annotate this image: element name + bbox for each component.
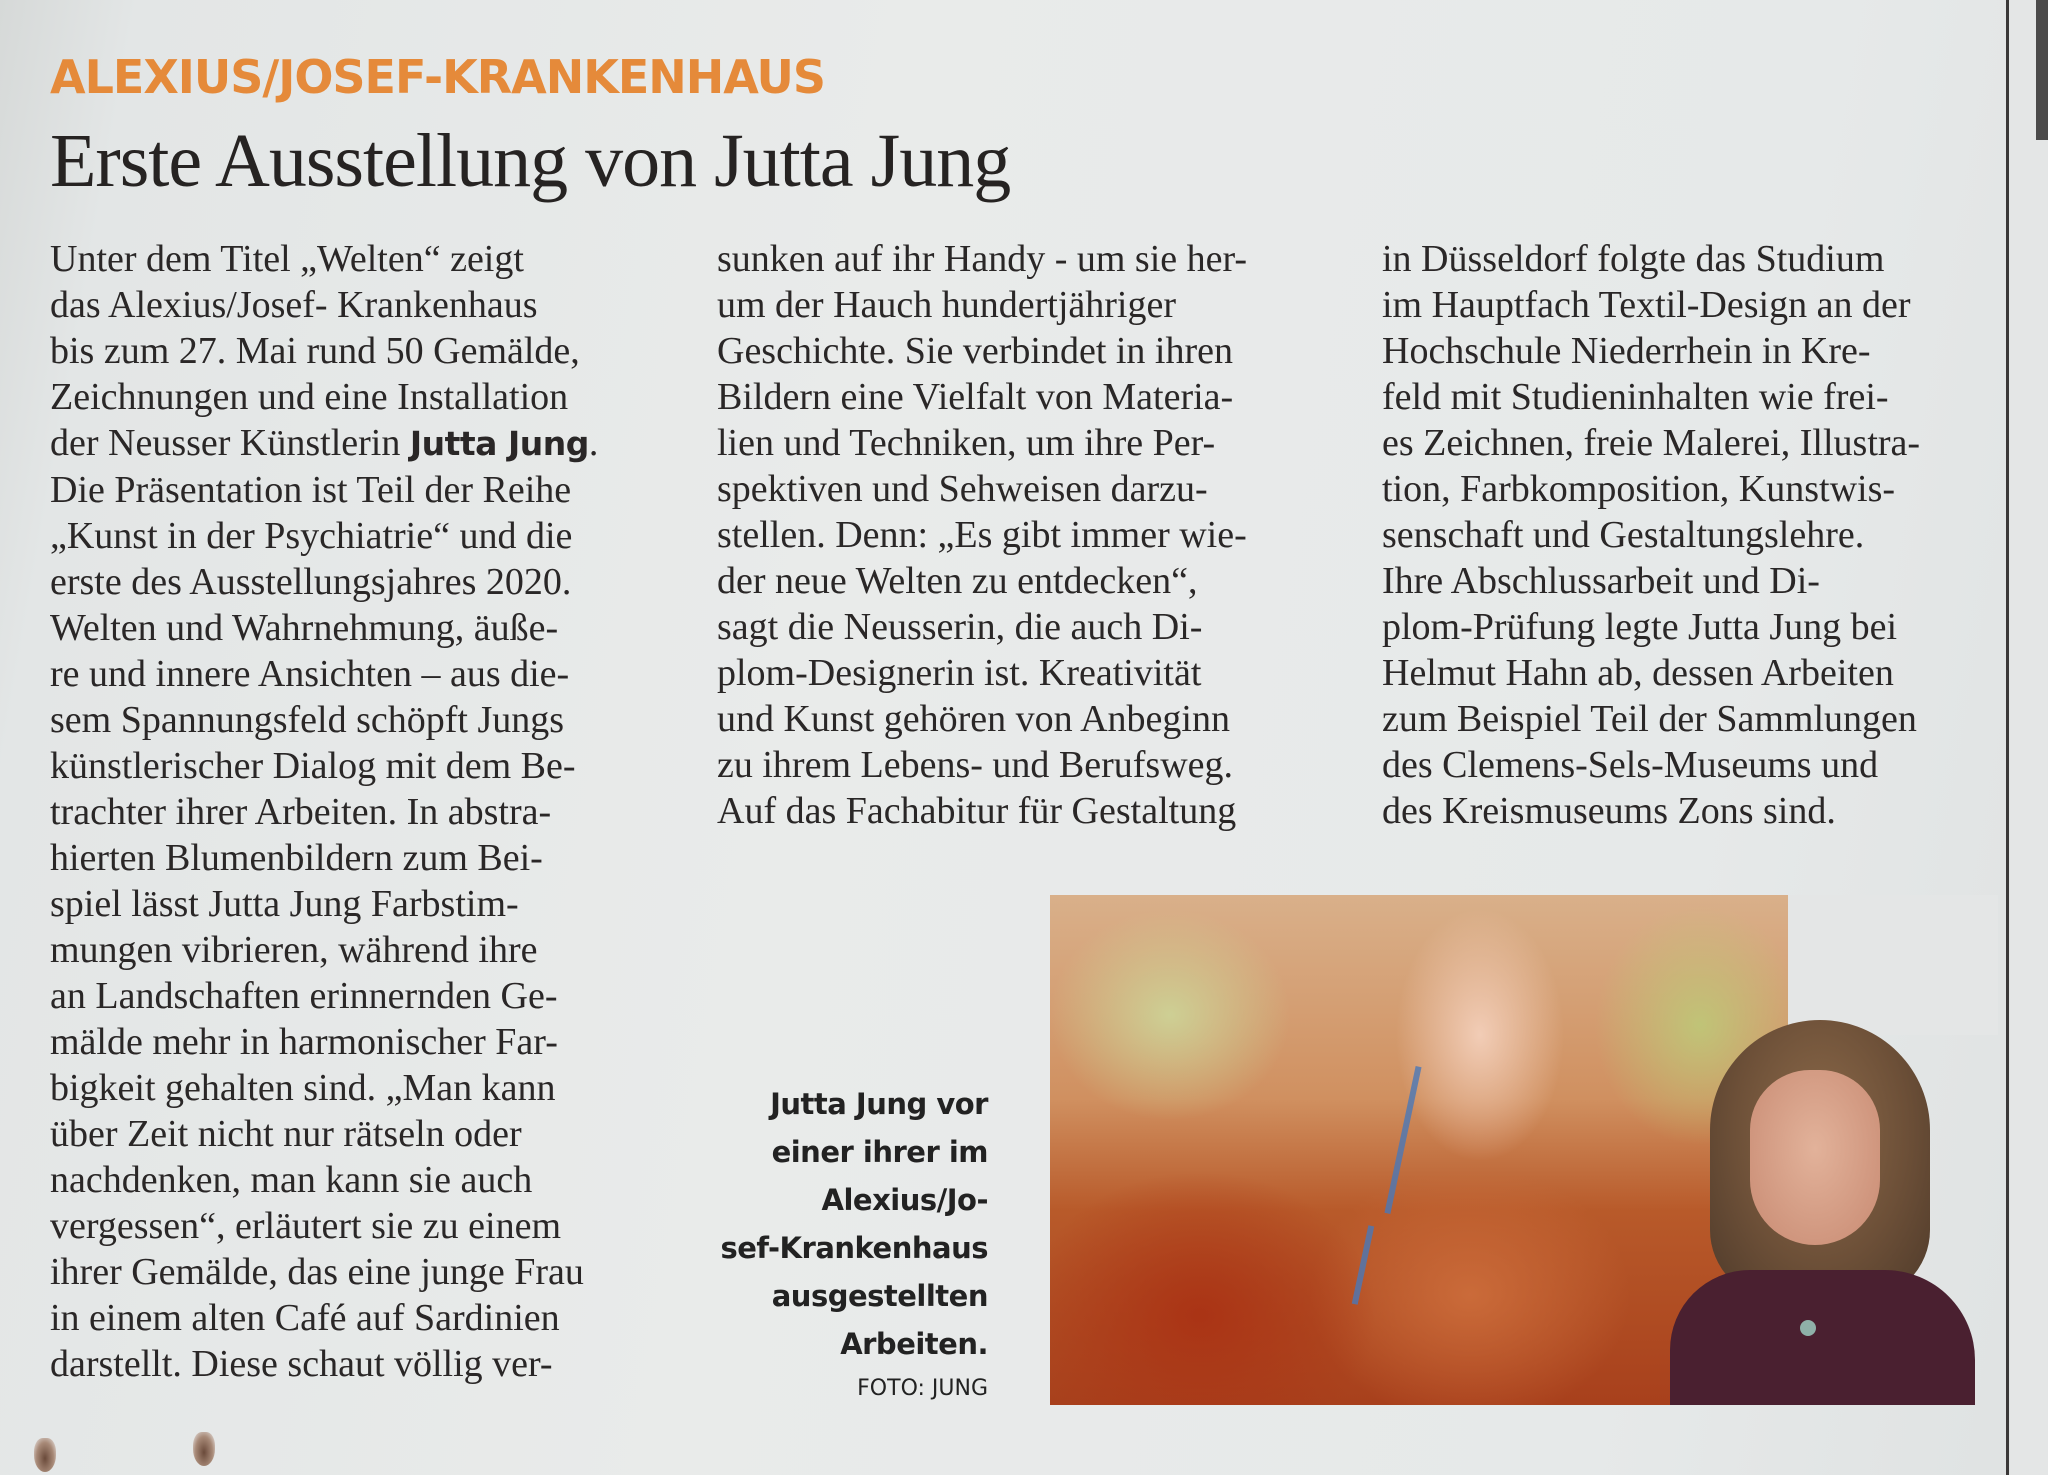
paper-punch-hole [193,1432,215,1466]
text-line: „Kunst in der Psychiatrie“ und die [50,515,573,557]
text-line: spektiven und Sehweisen darzu- [717,468,1208,510]
text-line: spiel lässt Jutta Jung Farbstim- [50,883,519,925]
article-column-1 [50,236,670,1387]
text-line: bigkeit gehalten sind. „Man kann [50,1067,556,1109]
paper-punch-hole [34,1438,56,1472]
caption-line: sef-Krankenhaus [720,1231,988,1265]
text-line: mungen vibrieren, während ihre [50,929,538,971]
text-line: Welten und Wahrnehmung, äuße- [50,607,559,649]
article-column-2 [717,236,1337,834]
text-line: hierten Blumenbildern zum Bei- [50,837,543,879]
photo-credit: FOTO: JUNG [857,1376,988,1401]
text-line: Auf das Fachabitur für Gestaltung [717,790,1237,832]
caption-line: Arbeiten. [840,1327,988,1361]
portrait-face [1750,1070,1880,1245]
adjacent-page-edge [2036,0,2048,140]
text-line: trachter ihrer Arbeiten. In abstra- [50,791,552,833]
article-kicker: ALEXIUS/JOSEF-KRANKENHAUS [50,50,825,104]
text-line: Unter dem Titel „Welten“ zeigt [50,238,524,280]
text-line: lien und Techniken, um ihre Per- [717,422,1216,464]
text-line: bis zum 27. Mai rund 50 Gemälde, [50,330,580,372]
text-line: sem Spannungsfeld schöpft Jungs [50,699,565,741]
text-line: und Kunst gehören von Anbeginn [717,698,1230,740]
text-line: an Landschaften erinnernden Ge- [50,975,558,1017]
text-line: nachdenken, man kann sie auch [50,1159,533,1201]
text-line: über Zeit nicht nur rätseln oder [50,1113,522,1155]
text-line: in Düsseldorf folgte das Studium [1382,238,1885,280]
text-line: Bildern eine Vielfalt von Materia- [717,376,1234,418]
portrait-body [1670,1270,1975,1405]
text-line: re und innere Ansichten – aus die- [50,653,570,695]
text-line: plom-Prüfung legte Jutta Jung bei [1382,606,1898,648]
artist-name-bold: Jutta Jung [409,424,589,463]
text-line: Hochschule Niederrhein in Kre- [1382,330,1871,372]
page-margin-right [2010,0,2048,1475]
text-line: des Kreismuseums Zons sind. [1382,790,1836,832]
text-line: plom-Designerin ist. Kreativität [717,652,1202,694]
text-line: sunken auf ihr Handy - um sie her- [717,238,1248,280]
photo-caption [700,1080,988,1368]
caption-line: einer ihrer im [771,1135,988,1169]
text-line: der neue Welten zu entdecken“, [717,560,1198,602]
portrait-necklace [1800,1320,1816,1336]
caption-line: Alexius/Jo- [821,1183,988,1217]
text-line: Die Präsentation ist Teil der Reihe [50,469,572,511]
caption-line: Jutta Jung vor [770,1087,988,1121]
text-line: senschaft und Gestaltungslehre. [1382,514,1865,556]
caption-line: ausgestellten [771,1279,988,1313]
text-line: zum Beispiel Teil der Sammlungen [1382,698,1917,740]
text-line: stellen. Denn: „Es gibt immer wie- [717,514,1247,556]
text-line: des Clemens-Sels-Museums und [1382,744,1879,786]
text-line: das Alexius/Josef- Krankenhaus [50,284,538,326]
photo-cutout-background [1788,895,1998,1035]
text-line: zu ihrem Lebens- und Berufsweg. [717,744,1234,786]
text-line: vergessen“, erläutert sie zu einem [50,1205,562,1247]
artist-portrait [1670,1020,2010,1405]
text-line-with-name [50,420,670,467]
text-line: darstellt. Diese schaut völlig ver- [50,1343,553,1385]
text-line: es Zeichnen, freie Malerei, Illustra- [1382,422,1921,464]
text-line: künstlerischer Dialog mit dem Be- [50,745,576,787]
text-line: in einem alten Café auf Sardinien [50,1297,560,1339]
text-line: um der Hauch hundertjähriger [717,284,1176,326]
text-line: feld mit Studieninhalten wie frei- [1382,376,1889,418]
text-line: im Hauptfach Textil-Design an der [1382,284,1911,326]
text-line: tion, Farbkomposition, Kunstwis- [1382,468,1896,510]
text-fragment: der Neusser Künstlerin [50,422,410,464]
article-column-3 [1382,236,2002,834]
text-line: Ihre Abschlussarbeit und Di- [1382,560,1820,602]
text-line: sagt die Neusserin, die auch Di- [717,606,1203,648]
text-line: mälde mehr in harmonischer Far- [50,1021,558,1063]
text-fragment: . [588,422,599,464]
article-headline: Erste Ausstellung von Jutta Jung [50,119,1011,203]
text-line: Helmut Hahn ab, dessen Arbeiten [1382,652,1894,694]
text-line: erste des Ausstellungsjahres 2020. [50,561,572,603]
text-line: Zeichnungen und eine Installation [50,376,569,418]
text-line: Geschichte. Sie verbindet in ihren [717,330,1234,372]
text-line: ihrer Gemälde, das eine junge Frau [50,1251,584,1293]
